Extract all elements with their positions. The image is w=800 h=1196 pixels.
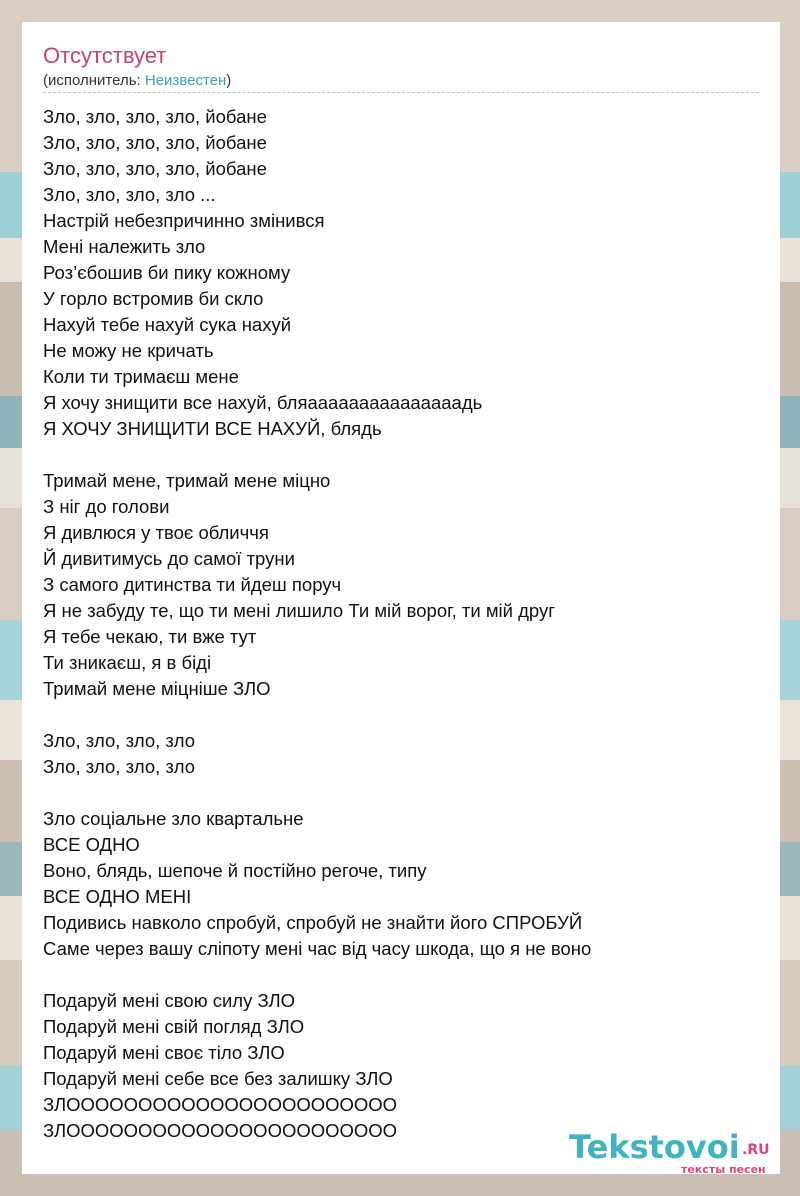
lyric-line: Роз’єбошив би пику кожному — [43, 262, 291, 283]
lyric-line: Зло, зло, зло, зло, йобане — [43, 106, 267, 127]
lyric-line: Зло, зло, зло, зло — [43, 756, 196, 777]
lyric-line: Я дивлюся у твоє обличчя — [43, 522, 269, 543]
title-divider — [43, 92, 759, 93]
lyric-line: ЗЛООООООООООООООООООООООО — [43, 1094, 398, 1115]
lyric-line: Зло соціальне зло квартальне — [43, 808, 304, 829]
song-title: Отсутствует — [43, 43, 167, 68]
lyric-line: З самого дитинства ти йдеш поруч — [43, 574, 342, 595]
lyrics-card — [22, 22, 780, 1174]
lyric-line: Нахуй тебе нахуй сука нахуй — [43, 314, 292, 335]
lyric-line: Зло, зло, зло, зло — [43, 730, 196, 751]
logo-domain: .RU — [742, 1142, 770, 1158]
lyric-line: ВСЕ ОДНО МЕНІ — [43, 886, 192, 907]
artist-prefix: (исполнитель: — [43, 72, 145, 89]
artist-line — [43, 72, 231, 89]
lyric-blank-line — [43, 702, 591, 728]
lyric-line: Я хочу знищити все нахуй, бляааааааааааааааадь — [43, 392, 483, 413]
lyric-line: Зло, зло, зло, зло ... — [43, 184, 216, 205]
lyric-line: Не можу не кричать — [43, 340, 214, 361]
lyric-line: Ти зникаєш, я в біді — [43, 652, 212, 673]
lyric-line: Я тебе чекаю, ти вже тут — [43, 626, 257, 647]
lyric-line: Подаруй мені своє тіло ЗЛО — [43, 1042, 285, 1063]
lyric-line: Мені належить зло — [43, 236, 206, 257]
lyric-line: Коли ти тримаєш мене — [43, 366, 239, 387]
lyric-line: Я не забуду те, що ти мені лишило Ти мій ворог, ти мій друг — [43, 600, 556, 621]
lyric-blank-line — [43, 780, 591, 806]
lyric-line: З ніг до голови — [43, 496, 170, 517]
artist-suffix: ) — [226, 72, 232, 89]
artist-link[interactable]: Неизвестен — [144, 72, 227, 89]
lyric-line: Тримай мене, тримай мене міцно — [43, 470, 331, 491]
lyric-line: Й дивитимусь до самої труни — [43, 548, 295, 569]
lyric-blank-line — [43, 442, 591, 468]
lyric-line: Воно, блядь, шепоче й постійно регоче, типу — [43, 860, 427, 881]
logo-tagline: тексты песен — [681, 1163, 766, 1176]
lyric-line: Тримай мене міцніше ЗЛО — [43, 678, 271, 699]
lyric-line: Зло, зло, зло, зло, йобане — [43, 132, 267, 153]
lyric-line: ВСЕ ОДНО — [43, 834, 140, 855]
lyric-line: Подивись навколо спробуй, спробуй не знайти його СПРОБУЙ — [43, 912, 583, 933]
lyric-line: ЗЛООООООООООООООООООООООО — [43, 1120, 398, 1141]
lyric-line: Подаруй мені свою силу ЗЛО — [43, 990, 295, 1011]
lyric-line: Я ХОЧУ ЗНИЩИТИ ВСЕ НАХУЙ, блядь — [43, 418, 382, 439]
lyric-line: Подаруй мені себе все без залишку ЗЛО — [43, 1068, 393, 1089]
logo-name: Tekstovoi — [569, 1128, 740, 1166]
lyric-line: Саме через вашу сліпоту мені час від часу шкода, що я не воно — [43, 938, 592, 959]
lyrics-text — [43, 104, 591, 1144]
lyric-line: Настрій небезпричинно змінився — [43, 210, 325, 231]
lyric-line: Зло, зло, зло, зло, йобане — [43, 158, 267, 179]
tekstovoi-logo[interactable] — [569, 1128, 779, 1174]
lyric-blank-line — [43, 962, 591, 988]
lyric-line: У горло встромив би скло — [43, 288, 264, 309]
lyric-line: Подаруй мені свій погляд ЗЛО — [43, 1016, 305, 1037]
